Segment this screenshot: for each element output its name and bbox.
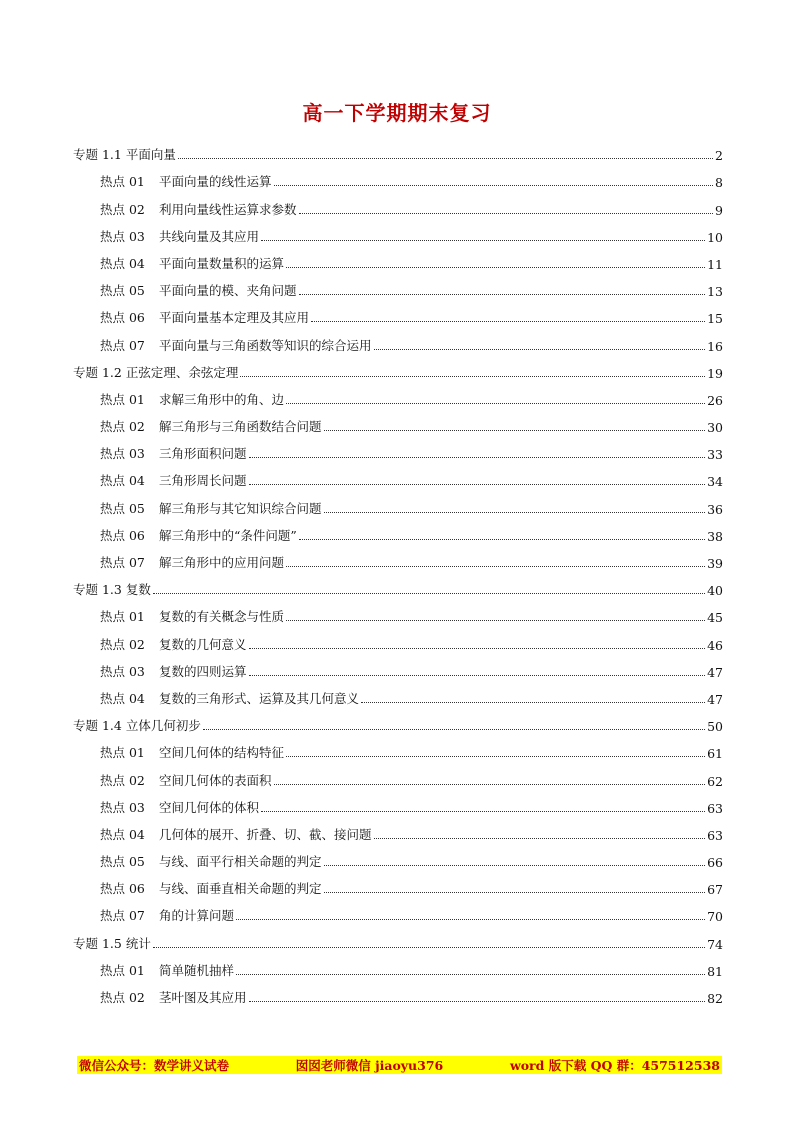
toc-entry-text: 复数的三角形式、运算及其几何意义 — [159, 690, 360, 706]
toc-section-entry[interactable] — [73, 408, 723, 435]
toc-chapter-entry[interactable] — [73, 924, 723, 951]
toc-hotspot-number: 热点 03 — [100, 446, 145, 462]
toc-dot-leader — [153, 947, 705, 948]
toc-entry-text: 平面向量的模、夹角问题 — [159, 283, 297, 299]
toc-entry-text: 解三角形与其它知识综合问题 — [159, 500, 322, 516]
toc-entry-label — [100, 227, 259, 245]
toc-entry-text: 空间几何体的体积 — [159, 799, 260, 815]
toc-dot-leader — [286, 267, 705, 268]
toc-entry-text: 平面向量的线性运算 — [159, 174, 272, 190]
toc-entry-label — [100, 852, 322, 870]
toc-dot-leader — [286, 403, 705, 404]
toc-page-number: 63 — [707, 800, 723, 816]
toc-section-entry[interactable] — [73, 489, 723, 516]
toc-entry-label — [100, 771, 272, 789]
toc-page-number: 2 — [715, 148, 723, 164]
toc-hotspot-number: 热点 04 — [100, 473, 145, 489]
toc-entry-label — [100, 417, 322, 435]
toc-entry-label — [100, 444, 247, 462]
toc-hotspot-number: 热点 03 — [100, 228, 145, 244]
toc-dot-leader — [153, 593, 705, 594]
toc-dot-leader — [286, 566, 705, 567]
toc-page-number: 47 — [707, 691, 723, 707]
toc-dot-leader — [374, 349, 706, 350]
toc-dot-leader — [261, 811, 705, 812]
toc-chapter-entry[interactable] — [73, 136, 723, 163]
toc-entry-label — [100, 635, 247, 653]
toc-entry-text: 解三角形中的“条件问题” — [159, 527, 297, 543]
toc-section-entry[interactable] — [73, 843, 723, 870]
toc-hotspot-number: 热点 01 — [100, 962, 145, 978]
toc-dot-leader — [286, 756, 705, 757]
toc-entry-text: 几何体的展开、折叠、切、截、接问题 — [159, 826, 372, 842]
toc-hotspot-number: 热点 02 — [100, 419, 145, 435]
toc-page-number: 26 — [707, 392, 723, 408]
toc-page-number: 9 — [715, 202, 723, 218]
toc-page-number: 11 — [707, 256, 723, 272]
toc-hotspot-number: 热点 01 — [100, 609, 145, 625]
toc-dot-leader — [324, 512, 706, 513]
toc-section-entry[interactable] — [73, 952, 723, 979]
toc-dot-leader — [299, 294, 706, 295]
toc-entry-label — [100, 308, 309, 326]
toc-entry-label — [100, 172, 272, 190]
toc-hotspot-number: 热点 02 — [100, 636, 145, 652]
toc-entry-text: 专题 1.5 统计 — [73, 935, 151, 951]
toc-entry-text: 专题 1.1 平面向量 — [73, 147, 176, 163]
toc-dot-leader — [324, 892, 706, 893]
toc-entry-label — [100, 281, 297, 299]
footer-banner — [77, 1056, 722, 1074]
toc-section-entry[interactable] — [73, 625, 723, 652]
toc-entry-text: 解三角形与三角函数结合问题 — [159, 419, 322, 435]
toc-section-entry[interactable] — [73, 734, 723, 761]
toc-page-number: 33 — [707, 447, 723, 463]
toc-entry-label — [100, 254, 284, 272]
toc-entry-label — [100, 553, 284, 571]
toc-dot-leader — [240, 376, 705, 377]
toc-page-number: 81 — [707, 963, 723, 979]
toc-page-number: 34 — [707, 474, 723, 490]
toc-dot-leader — [324, 865, 706, 866]
toc-chapter-entry[interactable] — [73, 707, 723, 734]
toc-chapter-entry[interactable] — [73, 571, 723, 598]
toc-entry-text: 三角形周长问题 — [159, 473, 247, 489]
toc-section-entry[interactable] — [73, 326, 723, 353]
toc-hotspot-number: 热点 07 — [100, 555, 145, 570]
toc-entry-text: 空间几何体的表面积 — [159, 772, 272, 788]
toc-entry-label — [73, 934, 151, 952]
toc-section-entry[interactable] — [73, 979, 723, 1006]
toc-section-entry[interactable] — [73, 272, 723, 299]
toc-section-entry[interactable] — [73, 462, 723, 489]
toc-dot-leader — [249, 675, 706, 676]
toc-entry-text: 三角形面积问题 — [159, 446, 247, 462]
toc-chapter-entry[interactable] — [73, 354, 723, 381]
toc-section-entry[interactable] — [73, 870, 723, 897]
toc-hotspot-number: 热点 02 — [100, 201, 145, 217]
toc-hotspot-number: 热点 04 — [100, 255, 145, 271]
toc-hotspot-number: 热点 06 — [100, 527, 145, 543]
toc-page-number: 19 — [707, 365, 723, 381]
toc-page-number: 61 — [707, 746, 723, 762]
toc-section-entry[interactable] — [73, 381, 723, 408]
toc-dot-leader — [299, 539, 705, 540]
toc-dot-leader — [311, 321, 705, 322]
toc-page-number: 67 — [707, 882, 723, 898]
footer-qq-group: word 版下载 QQ 群：457512538 — [509, 1058, 720, 1073]
toc-page-number: 62 — [707, 773, 723, 789]
toc-section-entry[interactable] — [73, 435, 723, 462]
toc-hotspot-number: 热点 05 — [100, 500, 145, 516]
toc-entry-text: 平面向量基本定理及其应用 — [159, 310, 310, 326]
toc-entry-text: 简单随机抽样 — [159, 962, 235, 978]
toc-entry-text: 茎叶图及其应用 — [159, 990, 247, 1005]
toc-section-entry[interactable] — [73, 517, 723, 544]
toc-entry-text: 与线、面垂直相关命题的判定 — [159, 881, 322, 897]
table-of-contents — [73, 136, 723, 1006]
toc-hotspot-number: 热点 01 — [100, 391, 145, 407]
toc-section-entry[interactable] — [73, 598, 723, 625]
toc-hotspot-number: 热点 04 — [100, 690, 145, 706]
toc-hotspot-number: 热点 05 — [100, 854, 145, 870]
toc-entry-text: 专题 1.3 复数 — [73, 582, 151, 598]
toc-page-number: 74 — [707, 936, 723, 952]
toc-section-entry[interactable] — [73, 245, 723, 272]
toc-entry-label — [100, 798, 259, 816]
toc-entry-text: 专题 1.4 立体几何初步 — [73, 718, 201, 734]
toc-page-number: 39 — [707, 556, 723, 571]
toc-entry-text: 与线、面平行相关命题的判定 — [159, 854, 322, 870]
toc-entry-label — [100, 526, 297, 544]
toc-page-number: 66 — [707, 855, 723, 871]
toc-hotspot-number: 热点 06 — [100, 310, 145, 326]
toc-entry-label — [100, 471, 247, 489]
toc-entry-text: 利用向量线性运算求参数 — [159, 201, 297, 217]
toc-hotspot-number: 热点 07 — [100, 337, 145, 353]
toc-entry-label — [100, 879, 322, 897]
toc-dot-leader — [361, 702, 705, 703]
toc-page-number: 36 — [707, 501, 723, 517]
toc-hotspot-number: 热点 02 — [100, 772, 145, 788]
toc-dot-leader — [299, 213, 714, 214]
toc-section-entry[interactable] — [73, 190, 723, 217]
toc-entry-label — [100, 200, 297, 218]
toc-entry-label — [100, 662, 247, 680]
toc-dot-leader — [249, 484, 706, 485]
toc-dot-leader — [274, 784, 706, 785]
toc-dot-leader — [249, 1001, 706, 1002]
toc-page-number: 50 — [707, 719, 723, 735]
toc-entry-label — [73, 580, 151, 598]
toc-page-number: 13 — [707, 284, 723, 300]
toc-section-entry[interactable] — [73, 816, 723, 843]
toc-entry-text: 求解三角形中的角、边 — [159, 391, 285, 407]
toc-entry-label — [73, 716, 201, 734]
toc-dot-leader — [249, 648, 706, 649]
toc-hotspot-number: 热点 05 — [100, 283, 145, 299]
toc-entry-label — [73, 145, 176, 163]
toc-entry-label — [100, 961, 234, 979]
toc-section-entry[interactable] — [73, 761, 723, 788]
toc-hotspot-number: 热点 02 — [100, 990, 145, 1005]
toc-page-number: 30 — [707, 420, 723, 436]
toc-page-number: 63 — [707, 827, 723, 843]
toc-hotspot-number: 热点 01 — [100, 745, 145, 761]
toc-page-number: 38 — [707, 528, 723, 544]
toc-page-number: 15 — [707, 311, 723, 327]
toc-entry-text: 复数的四则运算 — [159, 663, 247, 679]
toc-hotspot-number: 热点 03 — [100, 663, 145, 679]
toc-page-number: 47 — [707, 664, 723, 680]
footer-wechat-account: 微信公众号：数学讲义试卷 — [79, 1058, 230, 1073]
toc-hotspot-number: 热点 06 — [100, 881, 145, 897]
toc-entry-text: 复数的有关概念与性质 — [159, 609, 285, 625]
toc-entry-label — [100, 689, 359, 707]
toc-page-number: 46 — [707, 637, 723, 653]
toc-entry-label — [100, 390, 284, 408]
toc-dot-leader — [249, 457, 706, 458]
toc-dot-leader — [236, 974, 705, 975]
toc-entry-text: 平面向量数量积的运算 — [159, 255, 285, 271]
toc-page-number: 82 — [707, 991, 723, 1006]
toc-dot-leader — [286, 620, 705, 621]
toc-entry-text: 专题 1.2 正弦定理、余弦定理 — [73, 364, 239, 380]
toc-dot-leader — [203, 729, 705, 730]
toc-hotspot-number: 热点 07 — [100, 908, 145, 924]
toc-entry-label — [100, 336, 372, 354]
toc-hotspot-number: 热点 04 — [100, 826, 145, 842]
toc-entry-text: 角的计算问题 — [159, 908, 235, 924]
page-title: 高一下学期期末复习 — [302, 101, 492, 125]
toc-hotspot-number: 热点 01 — [100, 174, 145, 190]
toc-dot-leader — [236, 919, 705, 920]
toc-page-number: 16 — [707, 338, 723, 354]
toc-section-entry[interactable] — [73, 299, 723, 326]
toc-dot-leader — [374, 838, 706, 839]
toc-page-number: 45 — [707, 610, 723, 626]
toc-entry-text: 空间几何体的结构特征 — [159, 745, 285, 761]
toc-section-entry[interactable] — [73, 163, 723, 190]
toc-entry-text: 复数的几何意义 — [159, 636, 247, 652]
toc-entry-label — [100, 499, 322, 517]
toc-dot-leader — [324, 430, 706, 431]
toc-dot-leader — [178, 158, 713, 159]
toc-entry-label — [100, 607, 284, 625]
toc-section-entry[interactable] — [73, 680, 723, 707]
toc-page-number: 10 — [707, 229, 723, 245]
toc-entry-label — [73, 363, 238, 381]
toc-entry-label — [100, 825, 372, 843]
toc-section-entry[interactable] — [73, 544, 723, 571]
toc-entry-text: 平面向量与三角函数等知识的综合运用 — [159, 337, 372, 353]
toc-page-number: 8 — [715, 175, 723, 191]
toc-section-entry[interactable] — [73, 897, 723, 924]
toc-entry-label — [100, 906, 234, 924]
toc-entry-text: 解三角形中的应用问题 — [159, 555, 285, 570]
toc-entry-label — [100, 988, 247, 1006]
toc-hotspot-number: 热点 03 — [100, 799, 145, 815]
toc-dot-leader — [261, 240, 705, 241]
toc-dot-leader — [274, 185, 714, 186]
toc-section-entry[interactable] — [73, 653, 723, 680]
toc-section-entry[interactable] — [73, 218, 723, 245]
footer-teacher-wechat: 囡囡老师微信 jiaoyu376 — [295, 1058, 444, 1073]
toc-entry-label — [100, 743, 284, 761]
toc-page-number: 40 — [707, 583, 723, 599]
toc-section-entry[interactable] — [73, 789, 723, 816]
toc-entry-text: 共线向量及其应用 — [159, 228, 260, 244]
toc-page-number: 70 — [707, 909, 723, 925]
